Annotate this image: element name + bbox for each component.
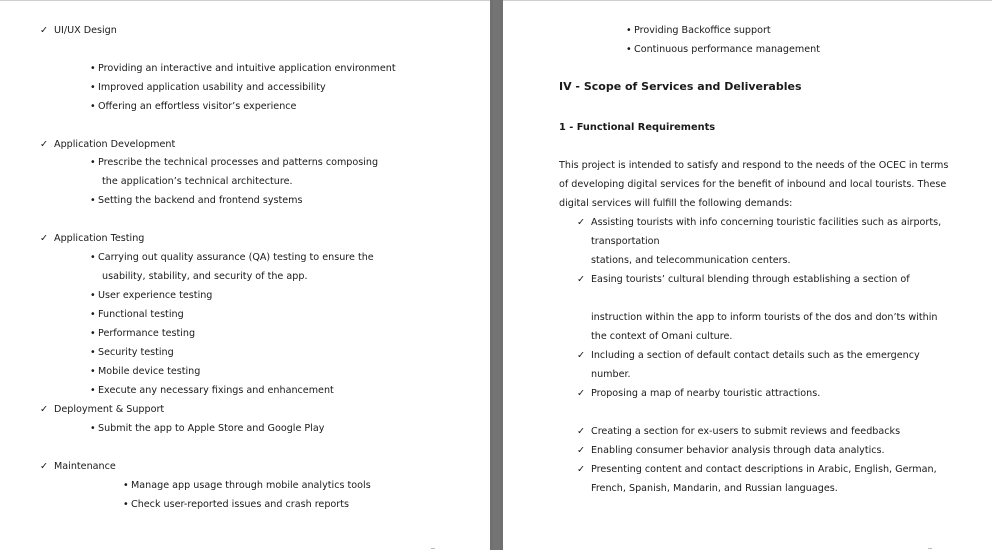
requirement-item: ✓ Proposing a map of nearby touristic attractions. [577, 388, 821, 399]
list-item: • Execute any necessary fixings and enhancement [90, 385, 334, 396]
bullet-icon: • [626, 25, 632, 36]
page-divider-shade [493, 0, 500, 550]
list-item: • Providing an interactive and intuitive application environment [90, 63, 396, 74]
check-icon: ✓ [577, 274, 586, 285]
bullet-icon: • [90, 290, 96, 301]
paragraph-line: of developing digital services for the benefit of inbound and local tourists. These [559, 179, 947, 190]
page-corner-mark [928, 548, 932, 549]
requirement-item: ✓ Easing tourists’ cultural blending through establishing a section of [577, 274, 910, 285]
list-item: • Setting the backend and frontend systems [90, 195, 303, 206]
section-app-dev-title: ✓ Application Development [40, 139, 176, 150]
list-item: • Manage app usage through mobile analytics tools [123, 480, 371, 491]
list-item: • Check user-reported issues and crash reports [123, 499, 349, 510]
check-icon: ✓ [40, 233, 49, 244]
list-item: • User experience testing [90, 290, 213, 301]
check-icon: ✓ [577, 350, 586, 361]
check-icon: ✓ [40, 461, 49, 472]
requirement-continuation: number. [591, 369, 631, 380]
requirement-item: ✓ Creating a section for ex-users to submit reviews and feedbacks [577, 426, 901, 437]
paragraph-line: digital services will fulfill the following demands: [559, 198, 793, 209]
requirement-continuation: the context of Omani culture. [591, 331, 733, 342]
paragraph-line: This project is intended to satisfy and respond to the needs of the OCEC in terms [559, 160, 949, 171]
list-item: • Submit the app to Apple Store and Google Play [90, 423, 325, 434]
check-icon: ✓ [577, 426, 586, 437]
document-page-right [503, 1, 992, 550]
bullet-icon: • [90, 423, 96, 434]
bullet-icon: • [90, 309, 96, 320]
list-item: • Carrying out quality assurance (QA) testing to ensure the [90, 252, 374, 263]
page-corner-mark [431, 548, 435, 549]
bullet-icon: • [90, 101, 96, 112]
section-app-testing-title: ✓ Application Testing [40, 233, 145, 244]
check-icon: ✓ [577, 217, 586, 228]
list-item: • Continuous performance management [626, 44, 820, 55]
check-icon: ✓ [40, 25, 49, 36]
list-item: • Providing Backoffice support [626, 25, 771, 36]
list-item: • Offering an effortless visitor’s experience [90, 101, 297, 112]
bullet-icon: • [90, 366, 96, 377]
requirement-continuation: transportation [591, 236, 660, 247]
list-item: • Performance testing [90, 328, 196, 339]
requirement-item: ✓ Enabling consumer behavior analysis through data analytics. [577, 445, 885, 456]
bullet-icon: • [90, 385, 96, 396]
section-heading: IV - Scope of Services and Deliverables [559, 80, 802, 93]
bullet-icon: • [90, 195, 96, 206]
list-item-continuation: usability, stability, and security of the app. [102, 271, 308, 282]
list-item: • Prescribe the technical processes and patterns composing [90, 157, 379, 168]
check-icon: ✓ [577, 388, 586, 399]
bullet-icon: • [123, 480, 129, 491]
list-item: • Functional testing [90, 309, 184, 320]
bullet-icon: • [626, 44, 632, 55]
subsection-heading: 1 - Functional Requirements [559, 122, 716, 133]
check-icon: ✓ [40, 139, 49, 150]
requirement-continuation: stations, and telecommunication centers. [591, 255, 791, 266]
list-item-continuation: the application’s technical architecture. [102, 176, 293, 187]
requirement-item: ✓ Presenting content and contact descriptions in Arabic, English, German, [577, 464, 937, 475]
section-maintenance-title: ✓ Maintenance [40, 461, 116, 472]
bullet-icon: • [90, 82, 96, 93]
bullet-icon: • [90, 347, 96, 358]
bullet-icon: • [90, 63, 96, 74]
list-item: • Mobile device testing [90, 366, 201, 377]
bullet-icon: • [123, 499, 129, 510]
check-icon: ✓ [577, 445, 586, 456]
bullet-icon: • [90, 157, 96, 168]
requirement-continuation: French, Spanish, Mandarin, and Russian languages. [591, 483, 838, 494]
check-icon: ✓ [40, 404, 49, 415]
page-divider [490, 0, 503, 550]
requirement-continuation: instruction within the app to inform tourists of the dos and don’ts within [591, 312, 938, 323]
document-page-left [0, 1, 490, 550]
requirement-item: ✓ Assisting tourists with info concerning touristic facilities such as airports, [577, 217, 942, 228]
list-item: • Security testing [90, 347, 174, 358]
check-icon: ✓ [577, 464, 586, 475]
section-ui-ux-title: ✓ UI/UX Design [40, 25, 117, 36]
section-deployment-title: ✓ Deployment & Support [40, 404, 165, 415]
bullet-icon: • [90, 328, 96, 339]
bullet-icon: • [90, 252, 96, 263]
list-item: • Improved application usability and accessibility [90, 82, 326, 93]
requirement-item: ✓ Including a section of default contact details such as the emergency [577, 350, 920, 361]
